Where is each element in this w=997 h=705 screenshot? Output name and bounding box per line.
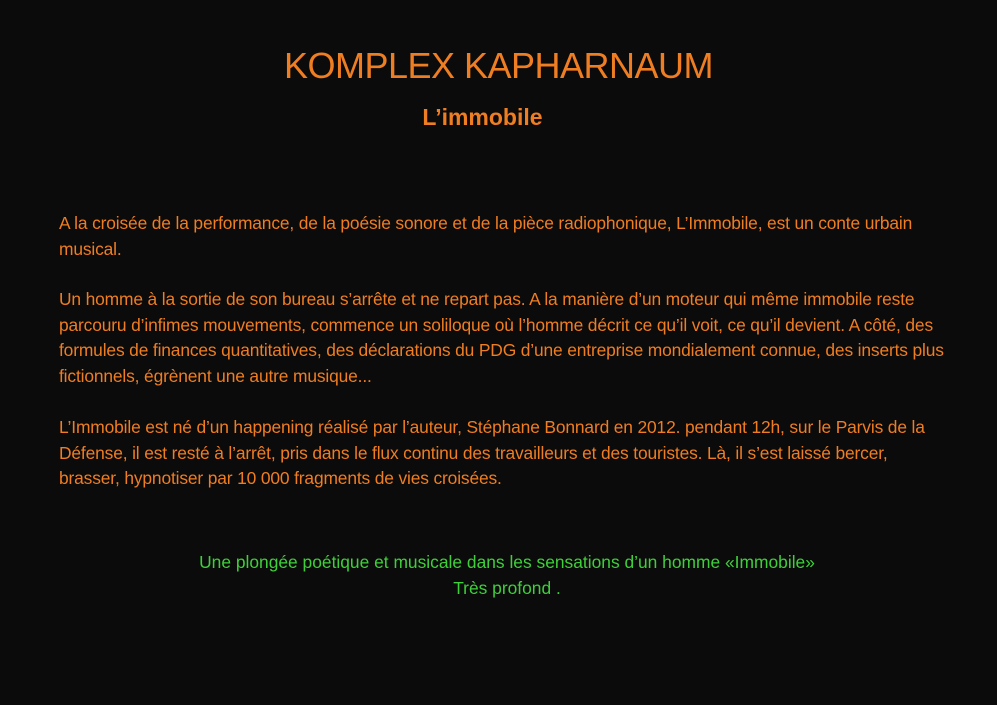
page-title: KOMPLEX KAPHARNAUM: [283, 45, 714, 86]
paragraph-origin: L’Immobile est né d’un happening réalisé par l’auteur, Stéphane Bonnard en 2012. pendant 12h, sur le Parvis de la Défense, il est resté à l’arrêt, pris dans le flux continu des travailleurs et des touristes. Là, il s’est laissé bercer, brasser, hypnotiser par 10 000 fragments de vies croisées.: [59, 417, 925, 488]
tagline-line-1: Une plongée poétique et musicale dans les sensations d’un homme «Immobile»: [199, 552, 815, 572]
paragraph-intro: A la croisée de la performance, de la poésie sonore et de la pièce radiophonique, L’Immobile, est un conte urbain musical.: [59, 213, 913, 259]
page-subtitle: L’immobile: [422, 104, 543, 130]
tagline-line-2: Très profond .: [453, 578, 561, 598]
paragraph-synopsis: Un homme à la sortie de son bureau s’arrête et ne repart pas. A la manière d’un moteur qui même immobile reste parcouru d’infimes mouvements, commence un soliloque où l’homme décrit ce qu’il voit, ce qu’il devient. A côté, des formules de finances quantitatives, des déclarations du PDG d’une entreprise mondialement connue, des inserts plus fictionnels, égrènent une autre musique...: [59, 289, 944, 386]
